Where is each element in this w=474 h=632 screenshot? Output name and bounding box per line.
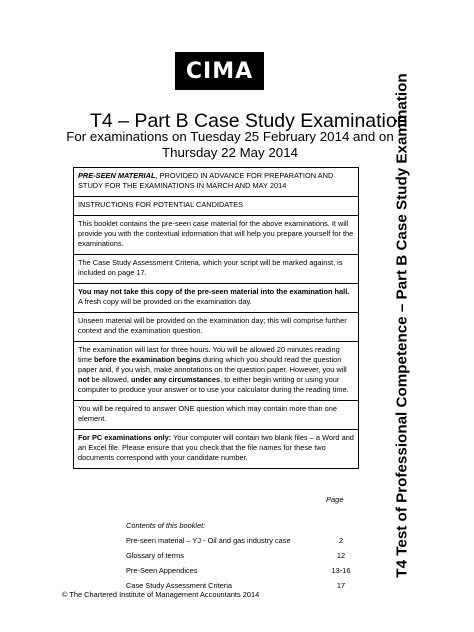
toc-label: Glossary of terms (126, 551, 184, 560)
toc-label: Case Study Assessment Criteria (126, 581, 232, 590)
instruction-copy-warning (74, 283, 358, 312)
toc-row (126, 536, 356, 551)
contents-title: Contents of this booklet: (126, 521, 206, 530)
document-title: T4 – Part B Case Study Examination (90, 110, 408, 132)
duration-text-c: during which you should read the question paper and, if you wish, make annotations on the question paper. However, you will (78, 355, 347, 374)
instruction-answer-one: You will be required to answer ONE question which may contain more than one element. (74, 400, 358, 429)
table-of-contents (126, 536, 356, 596)
side-title-band (382, 60, 422, 590)
document-subtitle: For examinations on Tuesday 25 February 2014 and on Thursday 22 May 2014 (66, 129, 394, 160)
copy-warning-text: A fresh copy will be provided on the examination day. (78, 297, 252, 306)
instruction-unseen-material: Unseen material will be provided on the examination day; this will comprise further context and the examination question. (74, 312, 358, 341)
copyright-footer: © The Chartered Institute of Management Accountants 2014 (62, 590, 260, 599)
logo-text: CIMA (185, 58, 254, 84)
toc-page: 2 (338, 536, 344, 545)
toc-page: 13-16 (331, 566, 351, 575)
duration-text-a: The examination will last for three hours. You will be allowed 20 minutes reading time (78, 345, 340, 364)
copy-warning-bold: You may not take this copy of the pre-seen material into the examination hall. (78, 287, 350, 296)
instruction-assessment-criteria: The Case Study Assessment Criteria, which your script will be marked against, is included on page 17. (74, 254, 358, 283)
pc-exams-bold: For PC examinations only: (78, 433, 172, 442)
toc-page: 17 (336, 581, 346, 590)
preseen-text: , PROVIDED IN ADVANCE FOR PREPARATION AND STUDY FOR THE EXAMINATIONS IN MARCH AND MAY 2014 (78, 171, 334, 190)
toc-row (126, 566, 356, 581)
instruction-pc-exams (74, 429, 358, 468)
preseen-label: PRE-SEEN MATERIAL (78, 171, 156, 180)
duration-text-b: before the examination begins (94, 355, 201, 364)
pc-exams-text: Your computer will contain two blank files – a Word and an Excel file. Please ensure that you check that the file names for these two documents correspond with your candidate number. (78, 433, 354, 462)
duration-text-g: , to either begin writing or using your computer to produce your answer or to use your calculator during the reading time. (78, 375, 349, 394)
side-title: T4 Test of Professional Competence – Part B Case Study Examination (393, 72, 411, 578)
instruction-booklet: This booklet contains the pre-seen case material for the above examinations. It will provide you with the contextual information that will help you prepare yourself for the examinations. (74, 215, 358, 254)
duration-text-e: be allowed, (89, 375, 131, 384)
duration-text-f: under any circumstances (131, 375, 221, 384)
contents-page-header: Page (326, 495, 344, 504)
toc-page: 12 (336, 551, 346, 560)
cima-logo (175, 52, 264, 90)
duration-text-d: not (78, 375, 90, 384)
toc-label: Pre-seen material – YJ - Oil and gas industry case (126, 536, 291, 545)
instructions-heading: INSTRUCTIONS FOR POTENTIAL CANDIDATES (74, 196, 358, 215)
instruction-exam-duration (74, 341, 358, 400)
toc-label: Pre-Seen Appendices (126, 566, 198, 575)
preseen-notice (74, 168, 358, 196)
toc-row (126, 551, 356, 566)
instructions-box (73, 167, 359, 469)
